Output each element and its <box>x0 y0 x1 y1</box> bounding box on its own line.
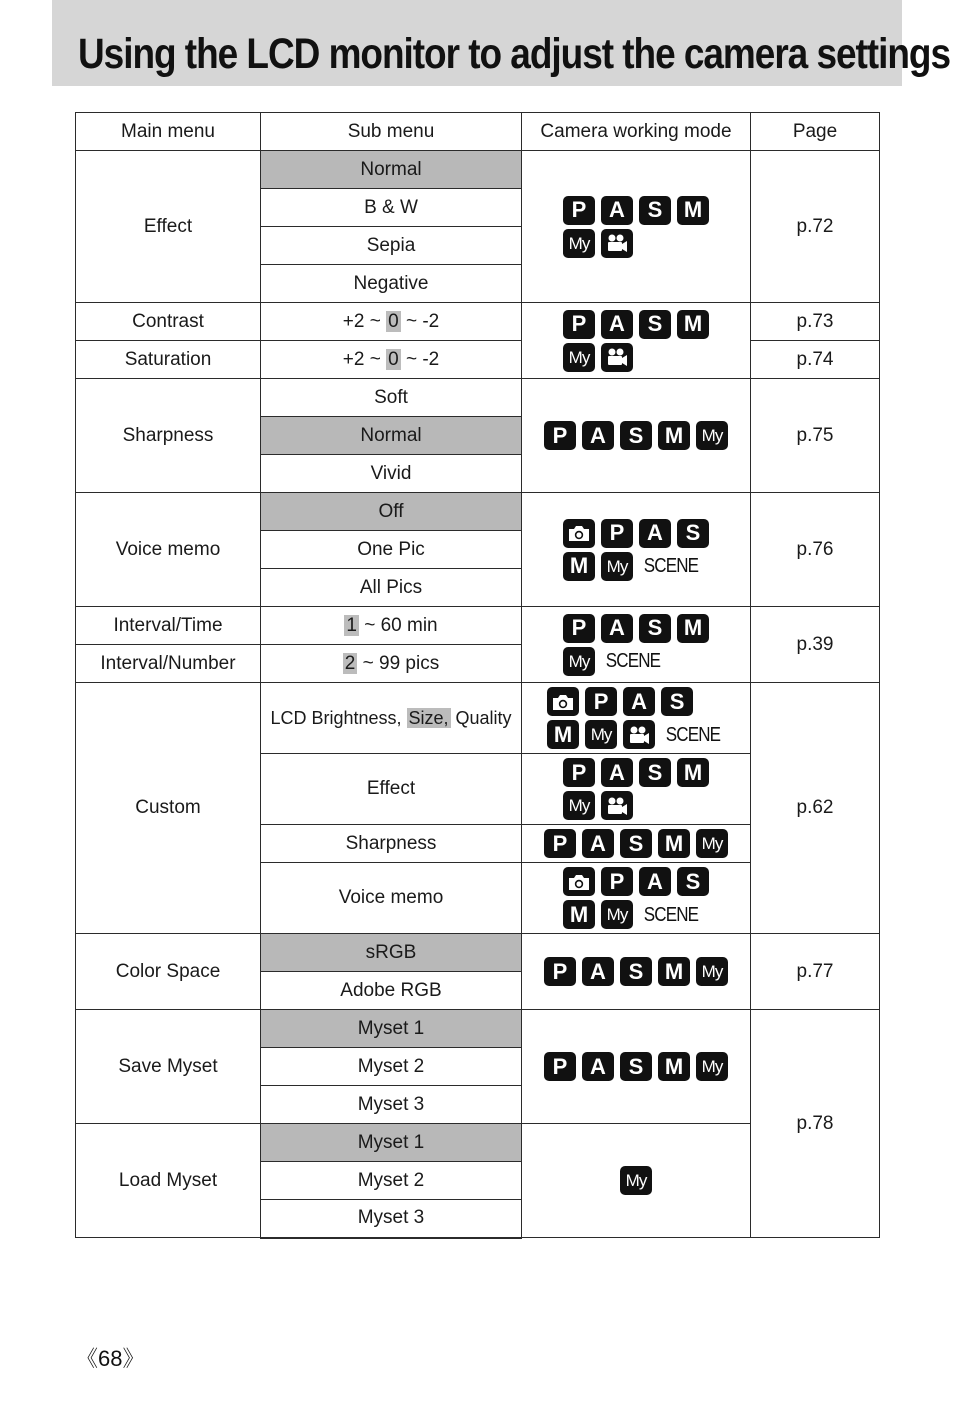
myset-mode-icon: My <box>696 421 728 450</box>
movie-camera-icon <box>623 720 655 749</box>
voice-sub-one-pic: One Pic <box>261 531 522 569</box>
manual-mode-icon: M <box>547 720 579 749</box>
myset-mode-icon: My <box>563 647 595 676</box>
manual-mode-icon: M <box>563 552 595 581</box>
movie-camera-icon <box>601 791 633 820</box>
myset-mode-icon: My <box>601 552 633 581</box>
myset-mode-icon: My <box>601 900 633 929</box>
manual-mode-icon: M <box>658 421 690 450</box>
title-band <box>52 0 950 86</box>
load-myset-sub-2: Myset 2 <box>261 1162 522 1200</box>
manual-mode-icon: M <box>658 829 690 858</box>
myset-mode-icon: My <box>563 791 595 820</box>
load-myset-sub-3: Myset 3 <box>261 1200 522 1238</box>
header-camera-mode: Camera working mode <box>522 113 751 151</box>
settings-table <box>75 112 880 1239</box>
program-mode-icon: P <box>544 421 576 450</box>
table-row <box>76 493 880 531</box>
contrast-sub: +2 ~ 0 ~ -2 <box>261 303 522 341</box>
sharpness-page: p.75 <box>751 379 880 493</box>
myset-mode-icon: My <box>696 1052 728 1081</box>
scene-mode-icon: SCENE <box>643 555 699 577</box>
save-myset-sub-3: Myset 3 <box>261 1086 522 1124</box>
custom-sub-voice: Voice memo <box>261 863 522 934</box>
save-myset-sub-2: Myset 2 <box>261 1048 522 1086</box>
table-row <box>76 1010 880 1048</box>
table-row <box>76 934 880 972</box>
custom-sub-effect: Effect <box>261 754 522 825</box>
myset-mode-icon: My <box>696 957 728 986</box>
table-row <box>76 341 880 379</box>
colorspace-page: p.77 <box>751 934 880 1010</box>
manual-mode-icon: M <box>677 614 709 643</box>
voice-main: Voice memo <box>76 493 261 607</box>
effect-sub-negative: Negative <box>261 265 522 303</box>
saturation-main: Saturation <box>76 341 261 379</box>
saturation-sub: +2 ~ 0 ~ -2 <box>261 341 522 379</box>
voice-modes <box>522 493 751 607</box>
save-myset-modes <box>522 1010 751 1124</box>
load-myset-sub-1: Myset 1 <box>261 1124 522 1162</box>
header-page: Page <box>751 113 880 151</box>
interval-time-main: Interval/Time <box>76 607 261 645</box>
contrast-page: p.73 <box>751 303 880 341</box>
colorspace-modes <box>522 934 751 1010</box>
table-row <box>76 151 880 189</box>
shutter-priority-icon: S <box>639 758 671 787</box>
shutter-priority-icon: S <box>620 957 652 986</box>
effect-main: Effect <box>76 151 261 303</box>
movie-camera-icon <box>601 229 633 258</box>
interval-time-sub: 1 ~ 60 min <box>261 607 522 645</box>
movie-camera-icon <box>601 343 633 372</box>
custom-page: p.62 <box>751 683 880 934</box>
custom-main: Custom <box>76 683 261 934</box>
scene-mode-icon: SCENE <box>643 903 699 926</box>
table-row <box>76 303 880 341</box>
program-mode-icon: P <box>601 867 633 896</box>
custom-lcd-modes <box>522 683 751 754</box>
interval-modes <box>522 607 751 683</box>
effect-sub-sepia: Sepia <box>261 227 522 265</box>
shutter-priority-icon: S <box>620 421 652 450</box>
effect-sub-normal: Normal <box>261 151 522 189</box>
colorspace-sub-srgb: sRGB <box>261 934 522 972</box>
program-mode-icon: P <box>601 519 633 548</box>
myset-mode-icon: My <box>563 343 595 372</box>
scene-mode-icon: SCENE <box>665 723 721 746</box>
aperture-priority-icon: A <box>601 758 633 787</box>
program-mode-icon: P <box>563 196 595 225</box>
header-main-menu: Main menu <box>76 113 261 151</box>
aperture-priority-icon: A <box>582 957 614 986</box>
manual-mode-icon: M <box>658 1052 690 1081</box>
sharpness-main: Sharpness <box>76 379 261 493</box>
shutter-priority-icon: S <box>677 519 709 548</box>
voice-sub-off: Off <box>261 493 522 531</box>
shutter-priority-icon: S <box>677 867 709 896</box>
manual-mode-icon: M <box>677 758 709 787</box>
custom-sharpness-modes <box>522 825 751 863</box>
save-myset-main: Save Myset <box>76 1010 261 1124</box>
myset-mode-icon: My <box>585 720 617 749</box>
aperture-priority-icon: A <box>639 867 671 896</box>
manual-mode-icon: M <box>677 196 709 225</box>
custom-sub-sharpness: Sharpness <box>261 825 522 863</box>
effect-modes <box>522 151 751 303</box>
interval-number-sub: 2 ~ 99 pics <box>261 645 522 683</box>
contrast-saturation-modes <box>522 303 751 379</box>
voice-sub-all-pics: All Pics <box>261 569 522 607</box>
saturation-page: p.74 <box>751 341 880 379</box>
program-mode-icon: P <box>544 829 576 858</box>
aperture-priority-icon: A <box>601 196 633 225</box>
aperture-priority-icon: A <box>582 829 614 858</box>
manual-mode-icon: M <box>658 957 690 986</box>
colorspace-main: Color Space <box>76 934 261 1010</box>
interval-number-main: Interval/Number <box>76 645 261 683</box>
interval-page: p.39 <box>751 607 880 683</box>
myset-mode-icon: My <box>696 829 728 858</box>
aperture-priority-icon: A <box>623 687 655 716</box>
myset-mode-icon: My <box>563 229 595 258</box>
custom-sub-lcd: LCD Brightness, Size, Quality <box>261 683 522 754</box>
header-sub-menu: Sub menu <box>261 113 522 151</box>
aperture-priority-icon: A <box>582 1052 614 1081</box>
program-mode-icon: P <box>544 1052 576 1081</box>
sharpness-sub-normal: Normal <box>261 417 522 455</box>
custom-voice-modes <box>522 863 751 934</box>
table-row <box>76 379 880 417</box>
header-row <box>76 113 880 151</box>
shutter-priority-icon: S <box>639 614 671 643</box>
contrast-main: Contrast <box>76 303 261 341</box>
sharpness-sub-soft: Soft <box>261 379 522 417</box>
program-mode-icon: P <box>585 687 617 716</box>
program-mode-icon: P <box>563 310 595 339</box>
table-row <box>76 607 880 645</box>
sharpness-sub-vivid: Vivid <box>261 455 522 493</box>
auto-camera-icon <box>563 519 595 548</box>
program-mode-icon: P <box>544 957 576 986</box>
sharpness-modes <box>522 379 751 493</box>
table-row <box>76 683 880 754</box>
aperture-priority-icon: A <box>601 310 633 339</box>
manual-mode-icon: M <box>677 310 709 339</box>
page-number: 《68》 <box>76 1346 145 1371</box>
custom-effect-modes <box>522 754 751 825</box>
aperture-priority-icon: A <box>582 421 614 450</box>
shutter-priority-icon: S <box>639 310 671 339</box>
effect-sub-bw: B & W <box>261 189 522 227</box>
page-title: Using the LCD monitor to adjust the camera settings <box>78 30 950 78</box>
auto-camera-icon <box>547 687 579 716</box>
load-myset-modes <box>522 1124 751 1238</box>
scene-mode-icon: SCENE <box>605 650 661 672</box>
program-mode-icon: P <box>563 758 595 787</box>
shutter-priority-icon: S <box>661 687 693 716</box>
save-myset-sub-1: Myset 1 <box>261 1010 522 1048</box>
myset-mode-icon: My <box>620 1166 652 1195</box>
manual-mode-icon: M <box>563 900 595 929</box>
shutter-priority-icon: S <box>620 829 652 858</box>
program-mode-icon: P <box>563 614 595 643</box>
aperture-priority-icon: A <box>639 519 671 548</box>
colorspace-sub-adobe: Adobe RGB <box>261 972 522 1010</box>
myset-page: p.78 <box>751 1010 880 1238</box>
effect-page: p.72 <box>751 151 880 303</box>
shutter-priority-icon: S <box>639 196 671 225</box>
aperture-priority-icon: A <box>601 614 633 643</box>
voice-page: p.76 <box>751 493 880 607</box>
load-myset-main: Load Myset <box>76 1124 261 1238</box>
auto-camera-icon <box>563 867 595 896</box>
shutter-priority-icon: S <box>620 1052 652 1081</box>
